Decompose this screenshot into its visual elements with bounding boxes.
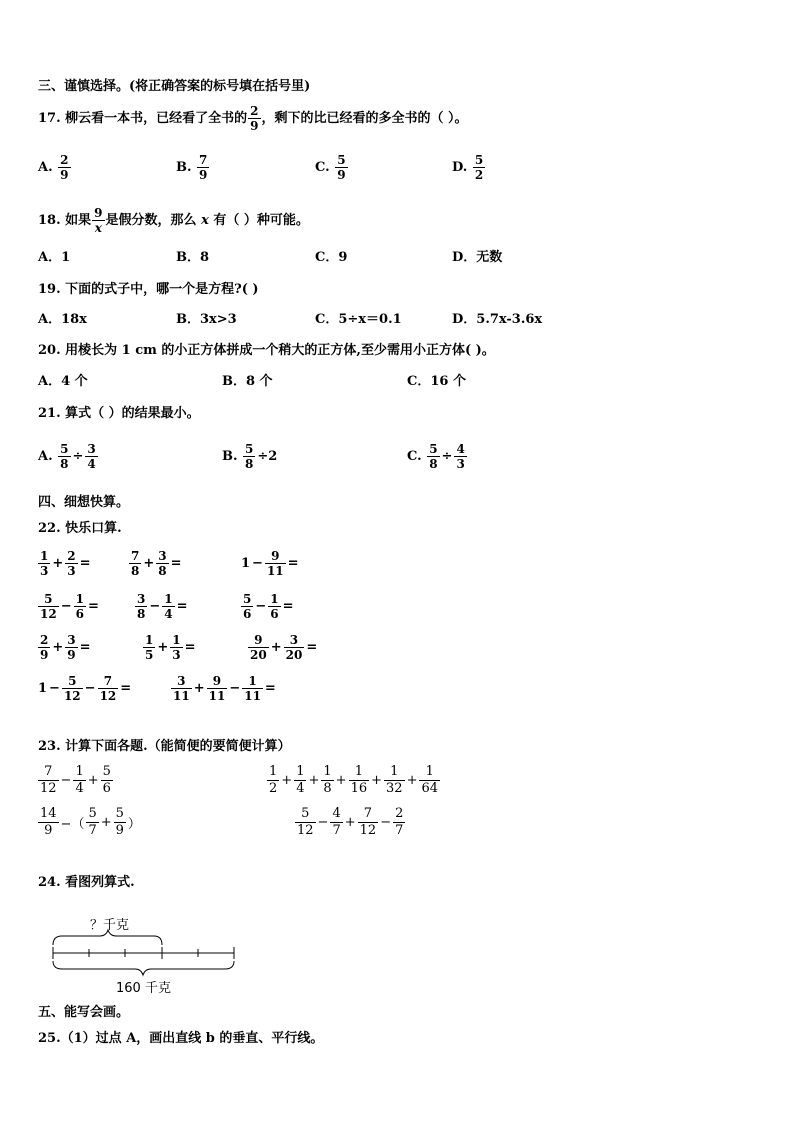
q18-option-a: A．1	[38, 250, 71, 265]
q18-option-b: B．8	[176, 250, 210, 265]
q22-expr-10: 1 − $\frac{5}{12}$ − $\frac{7}{12}$ =	[38, 674, 132, 703]
question-19: 19. 下面的式子中，哪一个是方程?( )	[38, 282, 259, 297]
q22-expr-6: $\frac{5}{6}$ − $\frac{1}{6}$ =	[243, 592, 294, 621]
q24-top-label: ？千克	[90, 918, 130, 933]
q22-expr-4: $\frac{5}{12}$ − $\frac{1}{6}$ =	[40, 592, 99, 621]
q19-option-d: D．5.7x-3.6x	[452, 312, 543, 327]
q22-expr-8: $\frac{1}{5}$ + $\frac{1}{3}$ =	[145, 633, 196, 662]
q17-option-c: C. $\frac{5}{9}$	[315, 153, 346, 182]
section-3-title: 三、谨慎选择。(将正确答案的标号填在括号里)	[38, 79, 311, 94]
q20-option-c: C．16 个	[407, 374, 466, 389]
q24-bottom-label: 160 千克	[116, 981, 171, 996]
q22-expr-1: $\frac{1}{3}$ + $\frac{2}{3}$ =	[40, 549, 91, 578]
q23-expr-3: $\frac{14}{9}$ −（ $\frac{5}{7}$ + $\frac{5}{9}$ ）	[40, 806, 141, 838]
q17-text-pre: 17. 柳云看一本书，已经看了全书的	[38, 111, 248, 126]
question-22-title: 22. 快乐口算.	[38, 521, 122, 536]
q22-expr-5: $\frac{3}{8}$ − $\frac{1}{4}$ =	[137, 592, 188, 621]
section-4-title: 四、细想快算。	[38, 495, 130, 510]
q19-option-a: A．18x	[38, 312, 87, 327]
q18-option-d: D．无数	[452, 250, 503, 265]
question-21: 21. 算式（ ）的结果最小。	[38, 406, 200, 421]
q17-option-a: A. $\frac{2}{9}$	[38, 153, 69, 182]
q17-text-post: ，剩下的比已经看的多全书的（ ）。	[261, 111, 468, 126]
q22-expr-9: $\frac{9}{20}$ + $\frac{3}{20}$ =	[250, 633, 318, 662]
question-24-title: 24. 看图列算式.	[38, 875, 135, 890]
q20-option-b: B．8 个	[222, 374, 273, 389]
q23-expr-1: $\frac{7}{12}$ − $\frac{1}{4}$ + $\frac{5}{6}$	[40, 764, 111, 796]
q20-option-a: A．4 个	[38, 374, 88, 389]
q21-option-a: A. $\frac{5}{8}$ ÷ $\frac{3}{4}$	[38, 442, 96, 471]
q19-option-c: C．5÷x＝0.1	[315, 312, 402, 327]
q18-fraction: $\frac{9}{x}$	[94, 206, 103, 235]
q21-option-c: C. $\frac{5}{8}$ ÷ $\frac{4}{3}$	[407, 442, 465, 471]
question-20: 20. 用棱长为 1 cm 的小正方体拼成一个稍大的正方体,至少需用小正方体( )。	[38, 343, 495, 358]
section-5-title: 五、能写会画。	[38, 1005, 130, 1020]
q22-expr-2: $\frac{7}{8}$ + $\frac{3}{8}$ =	[131, 549, 182, 578]
q21-option-b: B. $\frac{5}{8}$ ÷2	[222, 442, 278, 471]
q17-option-b: B. $\frac{7}{9}$	[176, 153, 208, 182]
q17-fraction: $\frac{2}{9}$	[250, 104, 259, 133]
q17-option-d: D. $\frac{5}{2}$	[452, 153, 484, 182]
q22-expr-7: $\frac{2}{9}$ + $\frac{3}{9}$ =	[40, 633, 91, 662]
q22-expr-3: 1 − $\frac{9}{11}$ =	[241, 549, 299, 578]
q23-expr-2: $\frac{1}{2}$ + $\frac{1}{4}$ + $\frac{1}{8}$ + $\frac{1}{16}$ + $\frac{1}{32}$ + $\frac{1}{64}$	[269, 764, 439, 796]
question-23-title: 23. 计算下面各题.（能简便的要简便计算）	[38, 739, 291, 754]
q19-option-b: B．3x>3	[176, 312, 237, 327]
q18-option-c: C．9	[315, 250, 348, 265]
q23-expr-4: $\frac{5}{12}$ − $\frac{4}{7}$ + $\frac{7}{12}$ − $\frac{2}{7}$	[297, 806, 404, 838]
question-25: 25.（1）过点 A，画出直线 b 的垂直、平行线。	[38, 1031, 324, 1046]
q22-expr-11: $\frac{3}{11}$ + $\frac{9}{11}$ − $\frac{1}{11}$ =	[173, 674, 276, 703]
question-18: 18. 如果 $\frac{9}{x}$ 是假分数，那么 x 有（ ）种可能。	[38, 206, 309, 235]
